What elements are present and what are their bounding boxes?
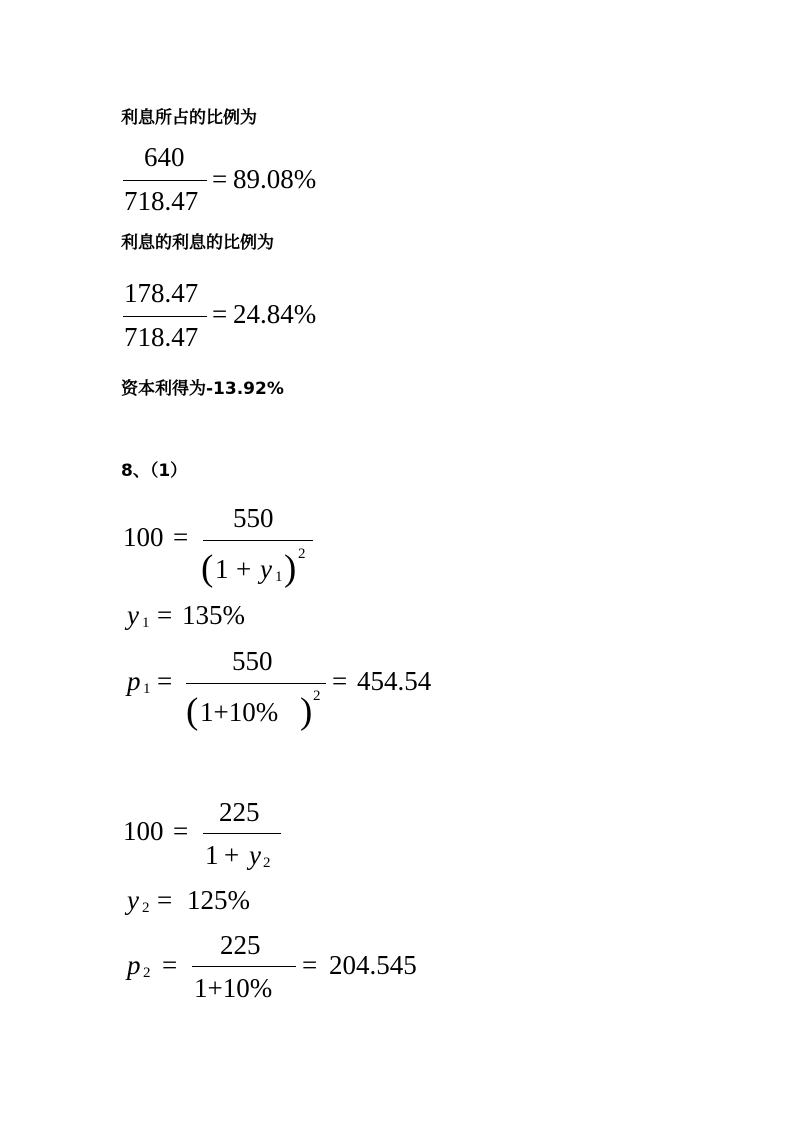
fraction-bar bbox=[123, 180, 207, 181]
den-one: 1 bbox=[205, 840, 219, 870]
eq-denominator: 1+10% bbox=[194, 973, 273, 1003]
capital-gain-label: 资本利得为-13.92% bbox=[121, 379, 284, 399]
equals-sign: = bbox=[302, 950, 318, 980]
rhs-value: 125% bbox=[187, 885, 250, 915]
rhs-value: 135% bbox=[182, 600, 245, 630]
den-subscript: 1 bbox=[275, 569, 283, 585]
eq-numerator: 225 bbox=[219, 797, 260, 827]
variable: p bbox=[127, 666, 141, 696]
equals-sign: = bbox=[173, 816, 189, 846]
eq-lhs: 100 bbox=[123, 816, 164, 846]
den-exponent: 2 bbox=[313, 688, 321, 704]
equals-sign: = bbox=[157, 600, 173, 630]
open-paren: ( bbox=[201, 548, 214, 589]
equals-sign: = bbox=[173, 522, 189, 552]
den-plus: + bbox=[236, 554, 252, 584]
eq-lhs: 100 bbox=[123, 522, 164, 552]
eq-result: 204.545 bbox=[329, 950, 417, 980]
fraction-result: 24.84% bbox=[233, 299, 317, 329]
question-8-heading: 8、（1） bbox=[121, 461, 188, 481]
open-paren: ( bbox=[186, 691, 199, 732]
eq-numerator: 550 bbox=[232, 646, 273, 676]
den-variable: y bbox=[249, 840, 261, 870]
equals-sign: = bbox=[157, 666, 173, 696]
eq-result: 454.54 bbox=[357, 666, 432, 696]
fraction-bar bbox=[203, 833, 281, 834]
fraction-bar bbox=[192, 966, 296, 967]
fraction-bar bbox=[186, 683, 326, 684]
variable: p bbox=[127, 950, 141, 980]
interest-on-interest-label: 利息的利息的比例为 bbox=[121, 233, 274, 253]
fraction-bar bbox=[203, 540, 313, 541]
fraction-numerator: 178.47 bbox=[124, 278, 199, 308]
subscript: 1 bbox=[142, 615, 150, 631]
equals-sign: = bbox=[332, 666, 348, 696]
equals-sign: = bbox=[212, 299, 228, 329]
variable: y bbox=[127, 885, 139, 915]
interest-share-label: 利息所占的比例为 bbox=[121, 108, 257, 128]
eq-numerator: 225 bbox=[220, 930, 261, 960]
subscript: 2 bbox=[142, 900, 150, 916]
close-paren: ) bbox=[300, 691, 313, 732]
den-one: 1 bbox=[215, 554, 229, 584]
fraction-denominator: 718.47 bbox=[124, 186, 199, 216]
den-inner: 1+10% bbox=[200, 697, 279, 727]
fraction-bar bbox=[123, 316, 207, 317]
den-subscript: 2 bbox=[263, 855, 271, 871]
fraction-result: 89.08% bbox=[233, 164, 317, 194]
fraction-numerator: 640 bbox=[144, 142, 185, 172]
equals-sign: = bbox=[157, 885, 173, 915]
fraction-denominator: 718.47 bbox=[124, 322, 199, 352]
equals-sign: = bbox=[162, 950, 178, 980]
eq-numerator: 550 bbox=[233, 503, 274, 533]
den-exponent: 2 bbox=[298, 546, 306, 562]
den-plus: + bbox=[224, 840, 240, 870]
subscript: 1 bbox=[143, 681, 151, 697]
den-variable: y bbox=[260, 554, 272, 584]
variable: y bbox=[127, 600, 139, 630]
equals-sign: = bbox=[212, 164, 228, 194]
close-paren: ) bbox=[284, 548, 297, 589]
subscript: 2 bbox=[143, 965, 151, 981]
